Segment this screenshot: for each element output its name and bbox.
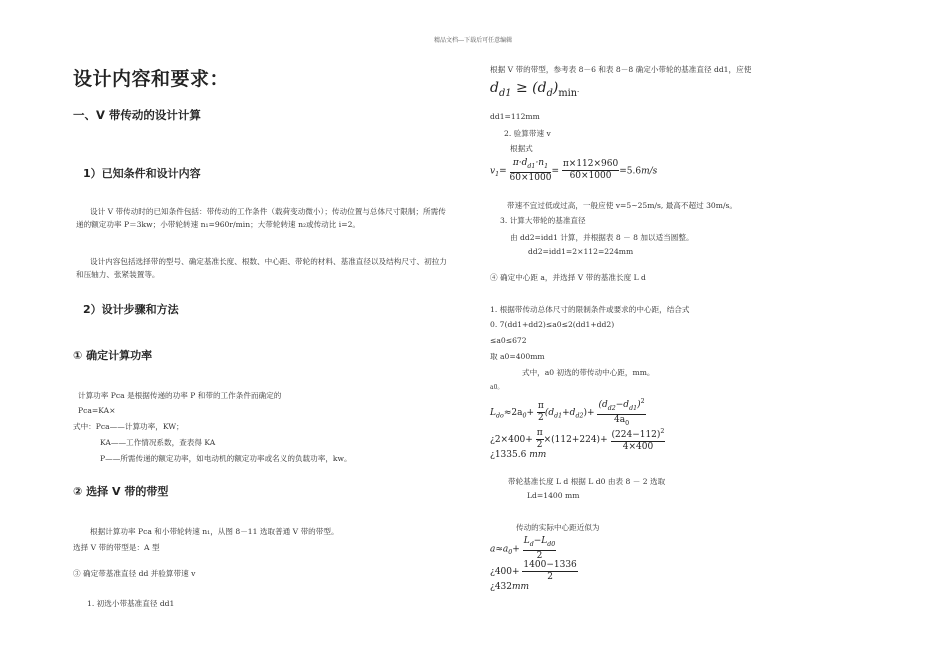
text-ld-selection: 带轮基准长度 L d 根据 L d0 由表 8 － 2 选取 [508, 477, 666, 486]
text-belt-type-line2: 选择 V 带的带型是：A 型 [73, 543, 160, 552]
text-a0-explain: 式中，a0 初选的带传动中心距，mm。 [522, 368, 655, 377]
formula-belt-speed: $v_1=$ $\frac{\pi\cdot d_{d1}\cdot n_1}{60\times 1000}$ = $\frac{\pi\times 112\times 960}{60\times 1000}$ =5.6m/s [490, 158, 658, 183]
formula-center-result: ¿432mm [490, 582, 530, 592]
text-select-diameter: 根据 V 带的带型，参考表 8－6 和表 8－8 确定小带轮的基准直径 dd1，应使 [490, 65, 752, 74]
text-check-speed: 2. 验算带速 v [504, 129, 551, 138]
subsection-heading-steps: 2）设计步骤和方法 [83, 303, 179, 316]
formula-length-substituted: ¿2×400+ $\frac{\pi}{2}$ ×(112+224)+ $\frac{(224-112)^2}{4\times 400}$ [490, 428, 665, 452]
step-heading-power: ① 确定计算功率 [73, 349, 153, 362]
page-title: 设计内容和要求： [73, 68, 230, 90]
text-power-line5: P——所需传递的额定功率，如电动机的额定功率或名义的负载功率，kw。 [100, 454, 352, 463]
text-power-line3: 式中：Pca——计算功率，KW； [73, 422, 184, 431]
text-belt-type-line1: 根据计算功率 Pca 和小带轮转速 n₁，从图 8－11 选取普通 V 带的带型。 [90, 527, 339, 536]
text-center-distance-limit: ≤a0≤672 [490, 336, 527, 345]
text-large-pulley-method: 由 dd2=idd1 计算，并根据表 8 － 8 加以适当圆整。 [510, 233, 694, 242]
paragraph-conditions: 设计 V 带传动时的已知条件包括：带传动的工作条件（载荷变动微小）；传动位置与总体尺寸限制；所需传递的额定功率 P＝3kw；小带轮转速 n₁=960r/min；大带轮转速 n₂或传动比 i=2。 [76, 207, 446, 229]
step-heading-center-distance: ④ 确定中心距 a，并选择 V 带的基准长度 L d [490, 273, 646, 282]
step-heading-diameter: ③ 确定带基准直径 dd 并验算带速 v [73, 569, 196, 578]
text-center-distance-range: 0. 7(dd1+dd2)≤a0≤2(dd1+dd2) [490, 320, 615, 329]
section-heading-v-belt: 一、V 带传动的设计计算 [73, 108, 201, 122]
text-dd2-value: dd2=idd1=2×112=224mm [528, 247, 634, 256]
text-a0-note: a0。 [490, 384, 504, 391]
text-power-line4: KA——工作情况系数，查表得 KA [100, 438, 216, 447]
text-power-line1: 计算功率 Pca 是根据传递的功率 P 和带的工作条件而确定的 [78, 391, 282, 400]
subsection-heading-conditions: 1）已知条件和设计内容 [83, 167, 201, 180]
step-heading-belt-type: ② 选择 V 带的带型 [73, 485, 169, 498]
text-speed-range: 带速不宜过低或过高，一般应使 v=5~25m/s, 最高不超过 30m/s。 [507, 201, 738, 210]
formula-length-general: $L_{do}\approx 2a_0+$ $\frac{\pi}{2}$ $(d_{d1}+d_{d2})+$ $\frac{(d_{d2}-d_{d1})^2}{4a_0}$ [490, 398, 645, 427]
formula-center-substituted: ¿400+ $\frac{1400-1336}{2}$ [490, 560, 577, 582]
page-header: 精品文档---下载后可任意编辑 [434, 37, 513, 44]
text-large-pulley-heading: 3. 计算大带轮的基准直径 [500, 216, 586, 225]
paragraph-content: 设计内容包括选择带的型号、确定基准长度、根数、中心距、带轮的材料、基准直径以及结构尺寸、初拉力和压轴力、张紧装置等。 [76, 257, 447, 279]
formula-length-result: ¿1335.6 mm [490, 450, 547, 460]
formula-center-general: $a\approx a_0+$ $\frac{L_d-L_{d0}}{2}$ [490, 536, 556, 561]
text-a0-chosen: 取 a0=400mm [490, 352, 545, 361]
text-according-formula: 根据式 [510, 144, 533, 153]
text-center-distance-intro: 1. 根据带传动总体尺寸的限制条件或要求的中心距，结合式 [490, 305, 690, 314]
text-diameter-line1: 1. 初选小带基准直径 dd1 [87, 599, 175, 608]
text-dd1-value: dd1=112mm [490, 112, 540, 121]
text-ld-value: Ld=1400 mm [527, 491, 580, 500]
text-actual-center-distance: 传动的实际中心距近似为 [516, 523, 600, 532]
text-power-line2: Pca=KA× [78, 406, 116, 415]
formula-min-diameter: $d_{d1} \ge (d_d)_{min}$. [490, 80, 580, 99]
